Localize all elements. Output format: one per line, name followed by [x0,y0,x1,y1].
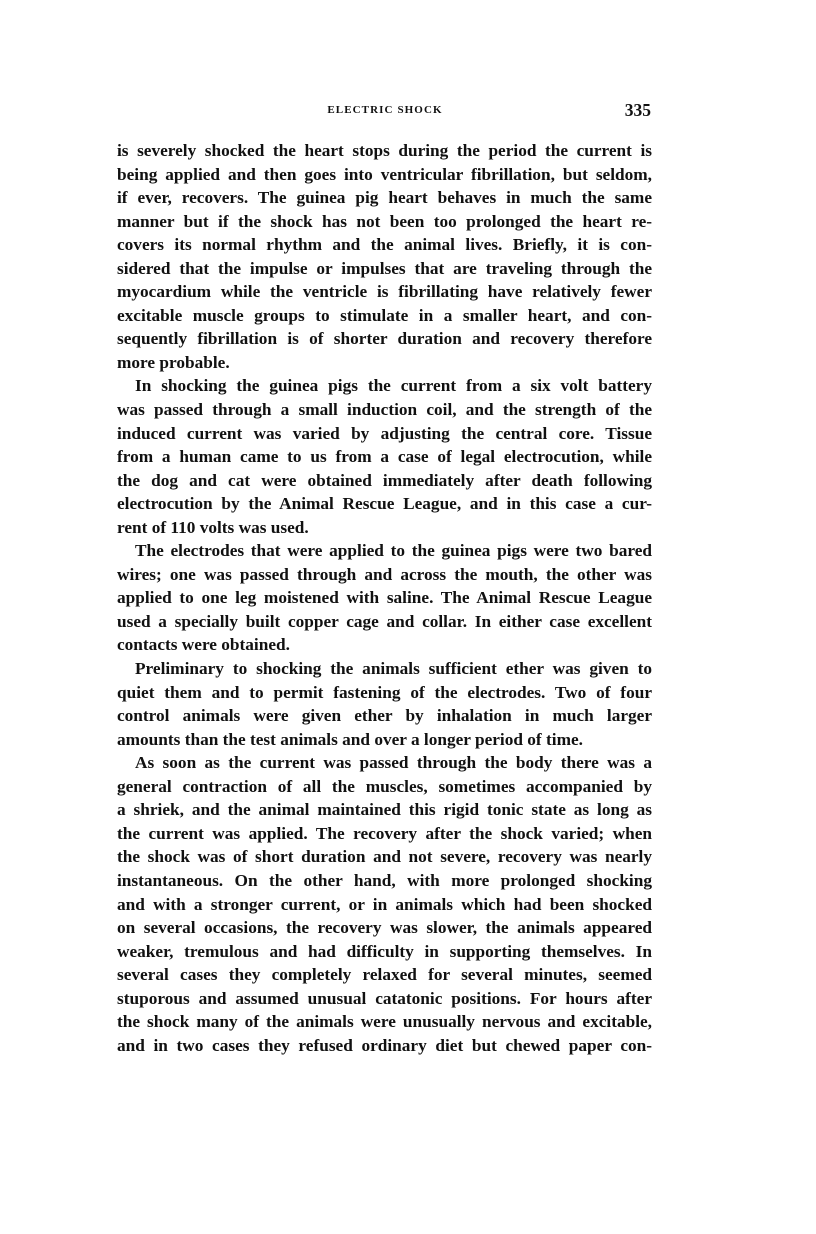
text-line: amounts than the test animals and over a longer period of time. [117,729,583,749]
text-line: being applied and then goes into ventricular fibrillation, but seldom, [117,164,652,184]
text-line: excitable muscle groups to stimulate in a smaller heart, and con- [117,305,652,325]
text-line: weaker, tremulous and had difficulty in supporting themselves. In [117,941,652,961]
text-line: several cases they completely relaxed for several minutes, seemed [117,965,652,985]
text-line: general contraction of all the muscles, sometimes accompanied by [117,776,652,796]
text-line: the shock was of short duration and not severe, recovery was nearly [117,847,652,867]
paragraph [117,657,652,751]
text-line: applied to one leg moistened with saline. The Animal Rescue League [117,588,652,608]
running-head [117,100,653,124]
text-line: if ever, recovers. The guinea pig heart behaves in much the same [117,188,652,208]
text-line: control animals were given ether by inhalation in much larger [117,706,652,726]
text-line: myocardium while the ventricle is fibrillating have relatively fewer [117,282,652,302]
running-title: ELECTRIC SHOCK [327,104,443,116]
text-line: wires; one was passed through and across the mouth, the other was [117,564,652,584]
text-line: instantaneous. On the other hand, with more prolonged shocking [117,870,652,890]
text-line: used a specially built copper cage and collar. In either case excellent [117,611,652,631]
paragraph [117,374,652,539]
body-text [117,139,652,1057]
paragraph [117,751,652,1057]
text-line: stuporous and assumed unusual catatonic positions. For hours after [117,988,652,1008]
text-line: rent of 110 volts was used. [117,517,309,537]
paragraph [117,539,652,657]
text-line: sequently fibrillation is of shorter duration and recovery therefore [117,329,652,349]
text-line: contacts were obtained. [117,635,290,655]
text-line: more probable. [117,352,230,372]
text-line: quiet them and to permit fastening of the electrodes. Two of four [117,682,652,702]
text-line: covers its normal rhythm and the animal lives. Briefly, it is con- [117,235,652,255]
text-line: the shock many of the animals were unusually nervous and excitable, [117,1012,652,1032]
text-line: and with a stronger current, or in animals which had been shocked [117,894,652,914]
text-line: and in two cases they refused ordinary diet but chewed paper con- [117,1035,652,1055]
text-line: sidered that the impulse or impulses that are traveling through the [117,258,652,278]
text-line: the current was applied. The recovery after the shock varied; when [117,823,652,843]
paragraph [117,139,652,374]
text-line: the dog and cat were obtained immediately after death following [117,470,652,490]
text-line: Preliminary to shocking the animals sufficient ether was given to [135,659,652,679]
text-line: electrocution by the Animal Rescue League, and in this case a cur- [117,494,652,514]
text-line: manner but if the shock has not been too prolonged the heart re- [117,211,652,231]
text-line: is severely shocked the heart stops during the period the current is [117,141,652,160]
text-line: induced current was varied by adjusting the central core. Tissue [117,423,652,443]
page-number: 335 [624,100,651,120]
text-line: was passed through a small induction coil, and the strength of the [117,400,652,420]
text-line: In shocking the guinea pigs the current from a six volt battery [135,376,652,396]
text-line: The electrodes that were applied to the guinea pigs were two bared [135,541,652,561]
text-line: a shriek, and the animal maintained this rigid tonic state as long as [117,800,652,820]
text-line: on several occasions, the recovery was slower, the animals appeared [117,918,652,938]
text-line: As soon as the current was passed through the body there was a [135,753,652,773]
text-line: from a human came to us from a case of legal electrocution, while [117,447,652,467]
